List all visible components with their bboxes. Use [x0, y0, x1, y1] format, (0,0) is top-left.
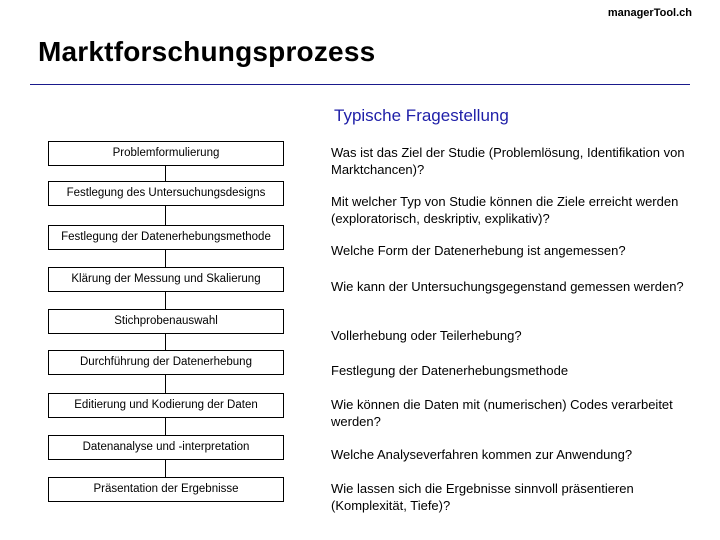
flow-connector	[165, 334, 166, 350]
process-step-box: Klärung der Messung und Skalierung	[48, 267, 284, 292]
process-step-box: Festlegung des Untersuchungsdesigns	[48, 181, 284, 206]
flow-connector	[165, 250, 166, 267]
process-step-box: Präsentation der Ergebnisse	[48, 477, 284, 502]
flow-connector	[165, 166, 166, 181]
process-step-box: Problemformulierung	[48, 141, 284, 166]
flow-connector	[165, 375, 166, 393]
step-question: Wie kann der Untersuchungsgegenstand gemessen werden?	[331, 279, 684, 294]
flow-connector	[165, 418, 166, 435]
process-step-box: Stichprobenauswahl	[48, 309, 284, 334]
brand-label: managerTool.ch	[607, 7, 692, 19]
step-question: Vollerhebung oder Teilerhebung?	[331, 328, 522, 343]
flow-connector	[165, 292, 166, 309]
process-step-box: Editierung und Kodierung der Daten	[48, 393, 284, 418]
step-question: Wie lassen sich die Ergebnisse sinnvoll präsentieren (Komplexität, Tiefe)?	[331, 481, 634, 513]
step-question: Welche Analyseverfahren kommen zur Anwendung?	[331, 447, 633, 462]
step-question: Welche Form der Datenerhebung ist angemessen?	[331, 243, 626, 258]
question-column-heading: Typische Fragestellung	[334, 106, 509, 125]
process-step-box: Festlegung der Datenerhebungsmethode	[48, 225, 284, 250]
step-question: Mit welcher Typ von Studie können die Ziele erreicht werden (exploratorisch, deskriptiv, explikativ)?	[331, 194, 679, 226]
step-question: Was ist das Ziel der Studie (Problemlösung, Identifikation von Marktchancen)?	[331, 145, 685, 177]
process-step-box: Durchführung der Datenerhebung	[48, 350, 284, 375]
flow-connector	[165, 206, 166, 225]
page-title: Marktforschungsprozess	[38, 36, 376, 67]
step-question: Festlegung der Datenerhebungsmethode	[331, 363, 569, 378]
step-question: Wie können die Daten mit (numerischen) Codes verarbeitet werden?	[331, 397, 673, 429]
process-step-box: Datenanalyse und -interpretation	[48, 435, 284, 460]
flow-connector	[165, 460, 166, 477]
